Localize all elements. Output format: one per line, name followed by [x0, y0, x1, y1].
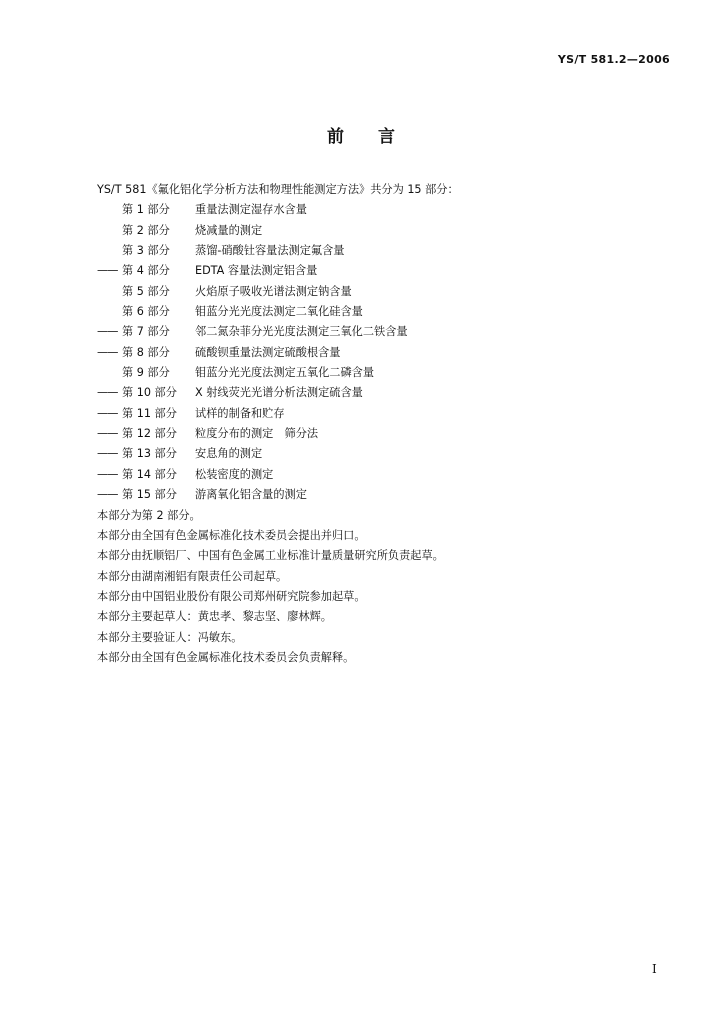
part-item [97, 444, 459, 464]
part-item [97, 465, 459, 485]
part-number: 第 4 部分 [122, 264, 170, 278]
part-title: 烧减量的测定 [195, 223, 263, 237]
part-item [97, 241, 459, 261]
foreword-body [97, 180, 459, 668]
paragraph: 本部分由抚顺铝厂、中国有色金属工业标准计量质量研究所负责起草。 [97, 549, 444, 563]
part-item [97, 200, 459, 220]
part-dash: —— [97, 488, 118, 502]
part-number: 第 15 部分 [122, 488, 177, 502]
part-dash: —— [97, 467, 118, 481]
part-item [97, 383, 459, 403]
part-dash: —— [97, 447, 118, 461]
part-title: 钼蓝分光光度法测定二氧化硅含量 [195, 305, 363, 319]
paragraph: 本部分为第 2 部分。 [97, 508, 201, 522]
part-number: 第 13 部分 [122, 447, 177, 461]
part-title: 蒸馏-硝酸钍容量法测定氟含量 [195, 244, 345, 258]
part-title: EDTA 容量法测定铝含量 [195, 264, 318, 278]
part-item [97, 221, 459, 241]
paragraph-list [97, 506, 459, 669]
part-item [97, 302, 459, 322]
part-number: 第 11 部分 [122, 406, 177, 420]
intro-line: YS/T 581《氟化铝化学分析方法和物理性能测定方法》共分为 15 部分： [97, 183, 459, 196]
part-item [97, 424, 459, 444]
part-item [97, 363, 459, 383]
standard-code: YS/T 581.2—2006 [557, 53, 670, 66]
part-item [97, 261, 459, 281]
part-number: 第 8 部分 [122, 345, 170, 359]
parts-list [97, 200, 459, 505]
part-item [97, 322, 459, 342]
part-number: 第 12 部分 [122, 427, 177, 441]
part-dash: —— [97, 345, 118, 359]
part-dash: —— [97, 427, 118, 441]
paragraph: 本部分由湖南湘铝有限责任公司起草。 [97, 569, 288, 583]
paragraph: 本部分主要验证人：冯敏东。 [97, 630, 243, 644]
part-number: 第 7 部分 [122, 325, 170, 339]
paragraph: 本部分由中国铝业股份有限公司郑州研究院参加起草。 [97, 589, 366, 603]
part-title: 安息角的测定 [195, 447, 263, 461]
part-title: 粒度分布的测定 筛分法 [195, 427, 319, 441]
part-dash: —— [97, 264, 118, 278]
part-title: X 射线荧光光谱分析法测定硫含量 [195, 386, 363, 400]
part-dash: —— [97, 406, 118, 420]
paragraph: 本部分由全国有色金属标准化技术委员会提出并归口。 [97, 528, 366, 542]
part-number: 第 14 部分 [122, 467, 177, 481]
part-dash: —— [97, 325, 118, 339]
part-title: 钼蓝分光光度法测定五氧化二磷含量 [195, 366, 375, 380]
part-title: 游离氧化铝含量的测定 [195, 488, 307, 502]
part-number: 第 10 部分 [122, 386, 177, 400]
paragraph: 本部分由全国有色金属标准化技术委员会负责解释。 [97, 650, 355, 664]
part-number: 第 2 部分 [122, 223, 170, 237]
part-item [97, 282, 459, 302]
part-title: 松装密度的测定 [195, 467, 274, 481]
part-title: 火焰原子吸收光谱法测定钠含量 [195, 284, 352, 298]
part-number: 第 5 部分 [122, 284, 170, 298]
part-number: 第 1 部分 [122, 203, 170, 217]
part-title: 硫酸钡重量法测定硫酸根含量 [195, 345, 341, 359]
part-item [97, 485, 459, 505]
part-number: 第 3 部分 [122, 244, 170, 258]
part-dash: —— [97, 386, 118, 400]
part-title: 邻二氮杂菲分光光度法测定三氧化二铁含量 [195, 325, 408, 339]
part-number: 第 6 部分 [122, 305, 170, 319]
part-title: 试样的制备和贮存 [195, 406, 285, 420]
page-number: I [652, 962, 657, 976]
part-title: 重量法测定湿存水含量 [195, 203, 307, 217]
part-number: 第 9 部分 [122, 366, 170, 380]
paragraph: 本部分主要起草人：黄忠孝、黎志坚、廖林辉。 [97, 610, 332, 624]
part-item [97, 343, 459, 363]
page-title: 前言 [327, 127, 429, 147]
part-item [97, 404, 459, 424]
